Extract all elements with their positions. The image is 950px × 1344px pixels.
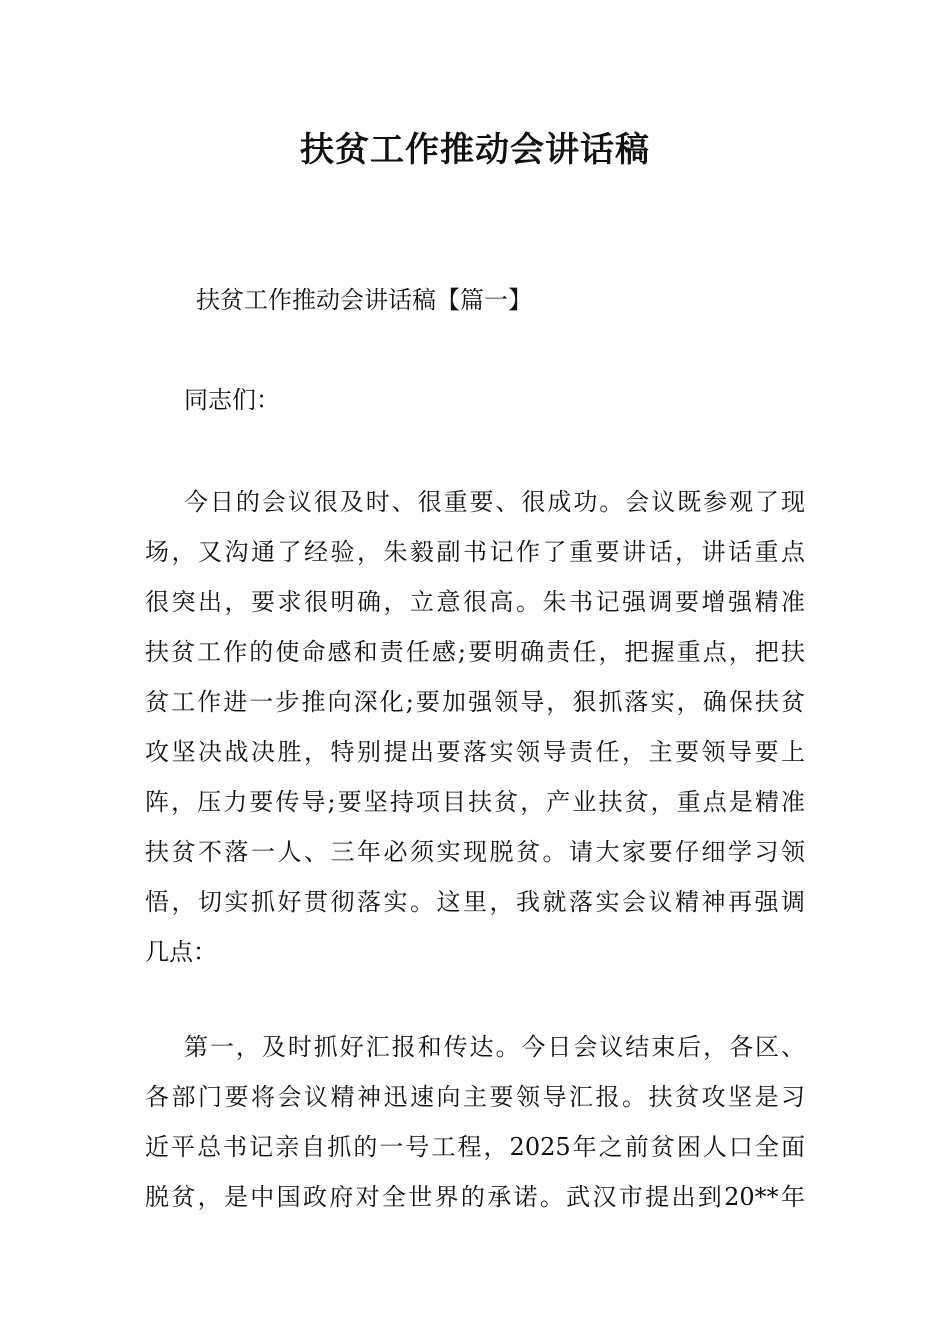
paragraph-line: 扶贫不落一人、三年必须实现脱贫。请大家要仔细学习领 xyxy=(145,838,805,866)
paragraph-line: 很突出，要求很明确，立意很高。朱书记强调要增强精准 xyxy=(145,588,805,616)
section-subtitle: 扶贫工作推动会讲话稿【篇一】 xyxy=(196,286,532,314)
paragraph-line: 几点： xyxy=(145,938,217,966)
paragraph-line: 第一，及时抓好汇报和传达。今日会议结束后，各区、 xyxy=(184,1033,805,1061)
document-title: 扶贫工作推动会讲话稿 xyxy=(300,130,650,170)
salutation: 同志们： xyxy=(184,386,280,414)
paragraph-line: 悟，切实抓好贯彻落实。这里，我就落实会议精神再强调 xyxy=(145,888,805,916)
paragraph-line: 攻坚决战决胜，特别提出要落实领导责任，主要领导要上 xyxy=(145,738,805,766)
paragraph-line: 场，又沟通了经验，朱毅副书记作了重要讲话，讲话重点 xyxy=(145,538,805,566)
paragraph-line: 今日的会议很及时、很重要、很成功。会议既参观了现 xyxy=(184,488,805,516)
paragraph-line: 脱贫，是中国政府对全世界的承诺。武汉市提出到20**年 xyxy=(145,1183,805,1211)
paragraph-line: 扶贫工作的使命感和责任感;要明确责任，把握重点，把扶 xyxy=(145,638,805,666)
paragraph-2 xyxy=(145,1022,805,1222)
paragraph-1 xyxy=(145,477,805,977)
paragraph-line: 阵，压力要传导;要坚持项目扶贫，产业扶贫，重点是精准 xyxy=(145,788,805,816)
paragraph-line: 各部门要将会议精神迅速向主要领导汇报。扶贫攻坚是习 xyxy=(145,1083,805,1111)
paragraph-line: 贫工作进一步推向深化;要加强领导，狠抓落实，确保扶贫 xyxy=(145,688,805,716)
paragraph-line: 近平总书记亲自抓的一号工程，2025年之前贫困人口全面 xyxy=(145,1133,805,1161)
